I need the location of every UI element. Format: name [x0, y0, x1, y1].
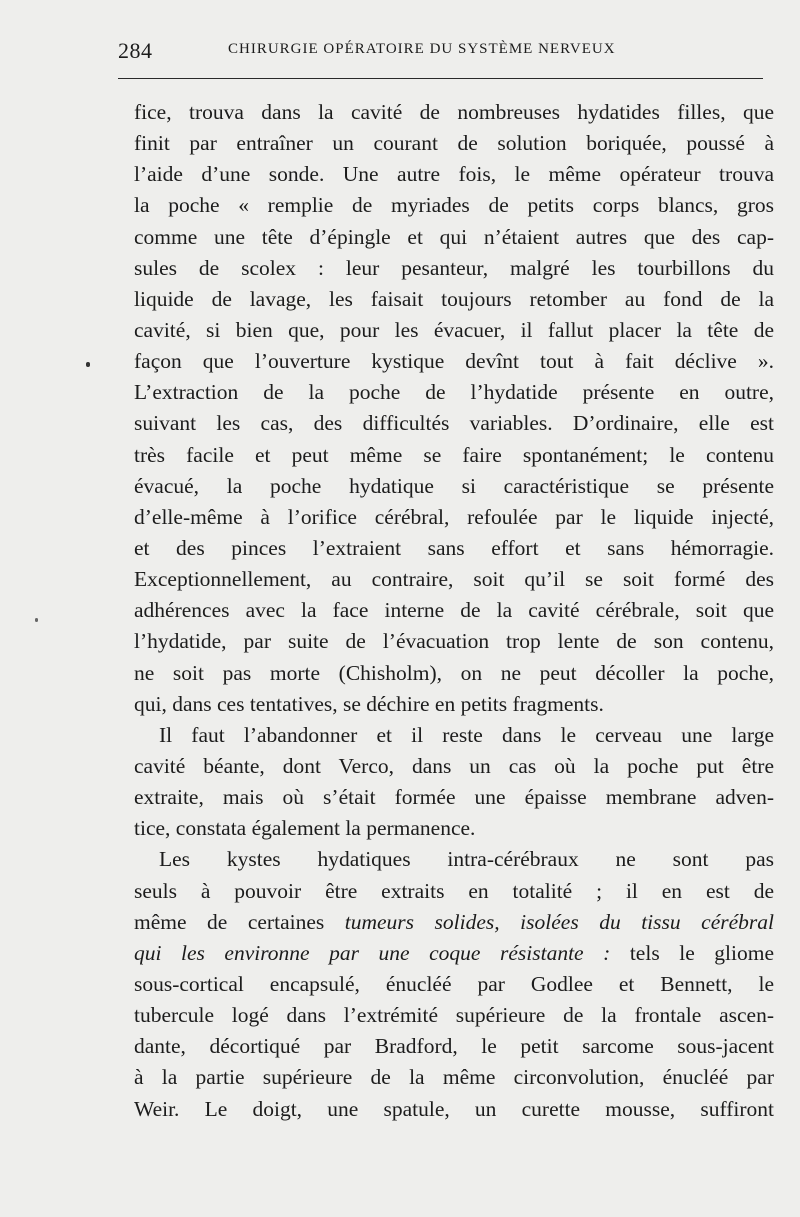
text-line: dante, décortiqué par Bradford, le petit sarcome sous-jacent — [134, 1034, 774, 1059]
text-line: d’elle-même à l’orifice cérébral, refoulée par le liquide injecté, — [134, 504, 774, 529]
text-line: façon que l’ouverture kystique devînt tout à fait déclive ». — [134, 349, 774, 374]
text-line: cavité, si bien que, pour les évacuer, il fallut placer la tête de — [134, 317, 774, 342]
text-line: Weir. Le doigt, une spatule, un curette mousse, suffiront — [134, 1096, 774, 1121]
text-line: à la partie supérieure de la même circonvolution, énucléé par — [134, 1065, 774, 1090]
text-line: adhérences avec la face interne de la cavité cérébrale, soit que — [134, 598, 774, 623]
text-line: tice, constata également la permanence. — [134, 816, 476, 841]
italic-text-run: tumeurs solides, isolées du tissu cérébral — [344, 909, 774, 934]
text-line: comme une tête d’épingle et qui n’étaient autres que des cap- — [134, 224, 774, 249]
text-line: qui, dans ces tentatives, se déchire en petits fragments. — [134, 691, 604, 716]
header-rule — [118, 78, 763, 79]
running-title: CHIRURGIE OPÉRATOIRE DU SYSTÈME NERVEUX — [228, 41, 616, 57]
ink-speck — [86, 362, 90, 367]
text-line: Exceptionnellement, au contraire, soit qu’il se soit formé des — [134, 567, 774, 592]
text-line: extraite, mais où s’était formée une épaisse membrane adven- — [134, 785, 774, 810]
page-number: 284 — [118, 38, 153, 63]
text-line: et des pinces l’extraient sans effort et sans hémorragie. — [134, 535, 774, 560]
text-line: L’extraction de la poche de l’hydatide présente en outre, — [134, 380, 774, 405]
text-line: seuls à pouvoir être extraits en totalité ; il en est de — [134, 878, 774, 903]
text-line — [134, 907, 774, 938]
text-run: tels le gliome — [610, 940, 774, 965]
text-line: ne soit pas morte (Chisholm), on ne peut décoller la poche, — [134, 660, 774, 685]
page-header — [118, 36, 763, 66]
text-line: suivant les cas, des difficultés variables. D’ordinaire, elle est — [134, 411, 774, 436]
text-line — [134, 938, 774, 969]
text-line: l’hydatide, par suite de l’évacuation trop lente de son contenu, — [134, 629, 774, 654]
text-line: liquide de lavage, les faisait toujours retomber au fond de la — [134, 286, 774, 311]
text-line: tubercule logé dans l’extrémité supérieure de la frontale ascen- — [134, 1003, 774, 1028]
text-line: sules de scolex : leur pesanteur, malgré les tourbillons du — [134, 255, 774, 280]
text-line: la poche « remplie de myriades de petits corps blancs, gros — [134, 193, 774, 218]
text-run: même de certaines — [134, 909, 345, 934]
text-line: cavité béante, dont Verco, dans un cas où la poche put être — [134, 753, 774, 778]
text-line: fice, trouva dans la cavité de nombreuses hydatides filles, que — [134, 100, 774, 124]
text-line: sous-cortical encapsulé, énucléé par Godlee et Bennett, le — [134, 971, 774, 996]
body-text — [134, 97, 774, 1125]
italic-text-run: qui les environne par une coque résistante : — [134, 940, 611, 965]
text-line: l’aide d’une sonde. Une autre fois, le même opérateur trouva — [134, 162, 774, 187]
text-line: Il faut l’abandonner et il reste dans le cerveau une large — [159, 722, 774, 747]
ink-speck — [35, 618, 38, 622]
text-line: finit par entraîner un courant de solution boriquée, poussé à — [134, 131, 774, 156]
text-line: très facile et peut même se faire spontanément; le contenu — [134, 442, 774, 467]
text-line: Les kystes hydatiques intra-cérébraux ne sont pas — [159, 847, 774, 872]
text-line: évacué, la poche hydatique si caractéristique se présente — [134, 473, 774, 498]
